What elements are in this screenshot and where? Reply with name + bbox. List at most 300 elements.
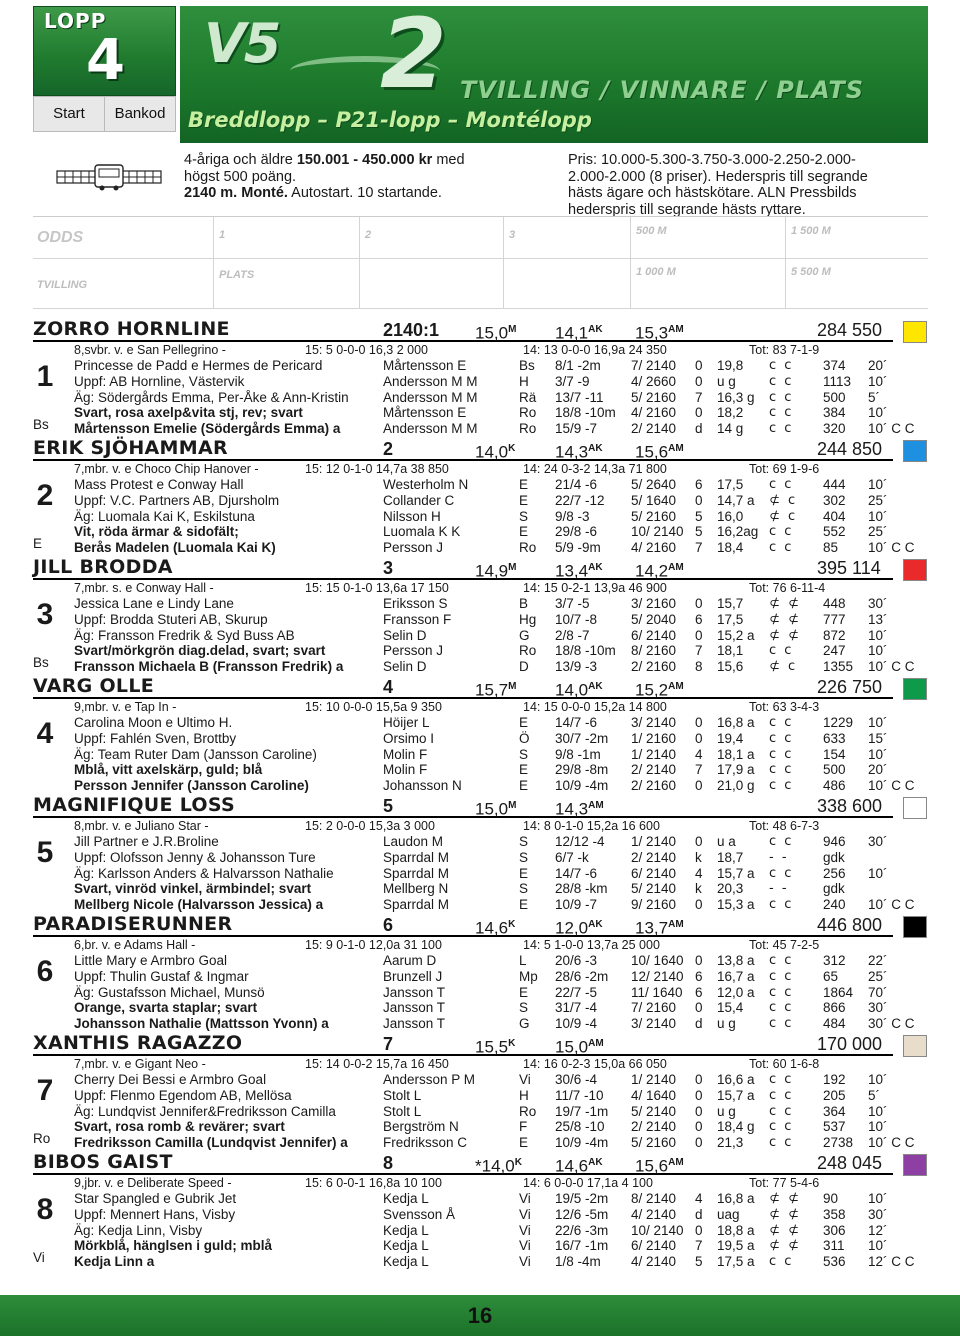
form-p: 29/8 -6 xyxy=(555,524,598,540)
record-suffix: AK xyxy=(588,1157,603,1168)
form-o: 205 xyxy=(823,1087,846,1103)
horse-name: ERIK SJÖHAMMAR xyxy=(33,437,228,459)
form-p: 19/7 -1m xyxy=(555,1103,609,1119)
form-s: d xyxy=(695,1016,703,1032)
form-d: Andersson M M xyxy=(383,421,478,437)
saddle-colour-square xyxy=(903,440,927,462)
form-s: 6 xyxy=(695,984,703,1000)
odds-grid xyxy=(33,216,928,308)
tab-start[interactable]: Start xyxy=(53,105,85,122)
form-c1: Uppf: Fahlén Sven, Brottby xyxy=(74,730,237,746)
shoe-code: Bs xyxy=(33,655,49,670)
stat-tot: Tot: 76 6-11-4 xyxy=(749,581,826,595)
form-x: 20´ xyxy=(868,762,888,778)
saddle-colour-square xyxy=(903,678,927,700)
form-k: 15,7 a xyxy=(717,865,755,881)
form-t: Vi xyxy=(519,1072,531,1087)
form-d: Sparrdal M xyxy=(383,849,450,865)
form-p: 3/7 -5 xyxy=(555,596,590,611)
form-r: 5/ 2140 xyxy=(631,881,677,897)
form-d: Stolt L xyxy=(383,1103,422,1119)
horse-name: JILL BRODDA xyxy=(33,556,173,578)
form-mk: c c xyxy=(769,897,794,913)
form-p: 25/8 -10 xyxy=(555,1119,605,1135)
form-s: 5 xyxy=(695,508,703,524)
form-k: 15,7 a xyxy=(717,1087,755,1103)
form-x: 10´ xyxy=(868,865,888,881)
form-k: 19,5 a xyxy=(717,1238,755,1254)
form-k: 16,7 a xyxy=(717,968,755,984)
record-1 xyxy=(475,677,516,701)
record-suffix: AM xyxy=(588,800,604,811)
form-k: 18,4 g xyxy=(717,1119,755,1135)
form-o: 946 xyxy=(823,834,846,849)
odds-1000m: 1 000 M xyxy=(636,266,676,278)
stat-y15: 15: 14 0-0-2 15,7a 16 450 xyxy=(305,1057,449,1071)
form-mk: c c xyxy=(769,730,794,746)
stat-tot: Tot: 45 7-2-5 xyxy=(749,938,820,952)
form-r: 3/ 2140 xyxy=(631,1016,677,1032)
form-x: 25´ xyxy=(868,524,888,540)
form-c1: Äg: Gustafsson Michael, Munsö xyxy=(74,984,265,1000)
form-d: Mellberg N xyxy=(383,881,449,897)
record-value: 14,0 xyxy=(475,442,509,462)
form-c1: Carolina Moon e Ultimo H. xyxy=(74,715,233,730)
stat-y14: 14: 24 0-3-2 14,3a 71 800 xyxy=(523,462,667,476)
record-value: 15,0 xyxy=(475,323,509,343)
tab-bankod[interactable]: Bankod xyxy=(104,97,175,131)
form-line xyxy=(33,477,928,493)
form-s: 7 xyxy=(695,762,703,778)
form-c1: Svart, rosa romb & revärer; svart xyxy=(74,1119,285,1135)
stat-y15: 15: 10 0-0-0 15,5a 9 350 xyxy=(305,700,442,714)
form-p: 13/7 -11 xyxy=(555,389,604,405)
record-value: 15,0 xyxy=(555,1037,589,1057)
form-p: 3/7 -9 xyxy=(555,373,590,389)
form-line xyxy=(33,358,928,374)
form-x: 10´ C C xyxy=(868,540,915,556)
form-s: 0 xyxy=(695,1222,703,1238)
form-t: E xyxy=(519,984,529,1000)
form-d: Fransson F xyxy=(383,611,452,627)
form-c1: Mårtensson Emelie (Södergårds Emma) a xyxy=(74,421,341,437)
form-t: Vi xyxy=(519,1238,531,1254)
form-r: 8/ 2140 xyxy=(631,1191,677,1206)
form-c1: Uppf: Flenmo Egendom AB, Mellösa xyxy=(74,1087,292,1103)
stat-y14: 14: 8 0-1-0 15,2a 16 600 xyxy=(523,819,660,833)
form-r: 2/ 2140 xyxy=(631,849,677,865)
form-r: 7/ 2140 xyxy=(631,358,677,373)
saddle-colour-square xyxy=(903,797,927,819)
form-s: 0 xyxy=(695,358,703,373)
game-code: V5 xyxy=(204,12,280,75)
horse-name: MAGNIFIQUE LOSS xyxy=(33,794,235,816)
form-k: 16,8 a xyxy=(717,1191,755,1206)
form-mk: - - xyxy=(769,849,789,865)
form-c1: Little Mary e Armbro Goal xyxy=(74,953,228,968)
form-d: Molin F xyxy=(383,762,428,778)
form-line xyxy=(33,421,928,437)
form-c1: Äg: Team Ruter Dam (Jansson Caroline) xyxy=(74,746,317,762)
form-t: G xyxy=(519,1016,530,1032)
start-position: 7 xyxy=(383,1034,394,1054)
form-t: S xyxy=(519,1000,529,1016)
form-line xyxy=(33,390,928,406)
shoe-code: Bs xyxy=(33,417,49,432)
form-mk: c c xyxy=(769,865,794,881)
form-p: 29/8 -8m xyxy=(555,762,609,778)
form-d: Mårtensson E xyxy=(383,358,467,373)
form-s: 0 xyxy=(695,405,703,421)
form-c1: Princesse de Padd e Hermes de Pericard xyxy=(74,358,323,373)
horse-name: BIBOS GAIST xyxy=(33,1151,173,1173)
form-o: 90 xyxy=(823,1191,839,1206)
form-line xyxy=(33,493,928,509)
stat-sub: 9,jbr. v. e Deliberate Speed - xyxy=(74,1176,232,1190)
form-mk: c c xyxy=(769,540,794,556)
form-mk: c c xyxy=(769,1000,794,1016)
form-p: 10/9 -4m xyxy=(555,778,609,794)
form-s: 4 xyxy=(695,746,703,762)
odds-col-3: 3 xyxy=(509,229,516,241)
form-p: 20/6 -3 xyxy=(555,953,598,968)
form-o: 302 xyxy=(823,492,846,508)
start-number: 4 xyxy=(36,717,54,750)
record-suffix: M xyxy=(508,681,517,692)
form-r: 5/ 2040 xyxy=(631,611,677,627)
form-o: 552 xyxy=(823,524,846,540)
form-p: 1/8 -4m xyxy=(555,1254,601,1270)
form-x: 30´ xyxy=(868,834,888,849)
form-t: E xyxy=(519,524,529,540)
form-o: 247 xyxy=(823,643,846,659)
start-position: 5 xyxy=(383,796,394,816)
record-value: 15,5 xyxy=(475,1037,509,1057)
horse-entry xyxy=(33,913,928,1032)
form-k: u a xyxy=(717,834,736,849)
form-d: Aarum D xyxy=(383,953,437,968)
record-suffix: AM xyxy=(668,681,684,692)
form-r: 4/ 2140 xyxy=(631,1254,677,1270)
form-k: 21,0 g xyxy=(717,778,755,794)
form-t: E xyxy=(519,1135,529,1151)
page-number: 16 xyxy=(467,1303,493,1328)
form-t: Ro xyxy=(519,1103,537,1119)
stat-tot: Tot: 60 1-6-8 xyxy=(749,1057,820,1071)
form-k: u g xyxy=(717,1103,736,1119)
form-mk: c c xyxy=(769,524,794,540)
form-d: Andersson M M xyxy=(383,389,478,405)
form-r: 12/ 2140 xyxy=(631,968,684,984)
form-k: 16,8 a xyxy=(717,715,755,730)
form-line xyxy=(33,715,928,731)
form-c1: Uppf: Olofsson Jenny & Johansson Ture xyxy=(74,849,316,865)
form-line xyxy=(33,1000,928,1016)
form-c1: Äg: Fransson Fredrik & Syd Buss AB xyxy=(74,627,295,643)
form-d: Jansson T xyxy=(383,1000,446,1016)
form-r: 9/ 2160 xyxy=(631,897,677,913)
form-x: 10´ xyxy=(868,508,888,524)
form-r: 4/ 2660 xyxy=(631,373,677,389)
form-r: 5/ 2160 xyxy=(631,1135,677,1151)
stat-tot: Tot: 63 3-4-3 xyxy=(749,700,820,714)
race-title: Breddlopp – P21-lopp – Montélopp xyxy=(188,108,592,132)
form-t: Vi xyxy=(519,1222,531,1238)
stat-tot: Tot: 69 1-9-6 xyxy=(749,462,820,476)
start-number: 8 xyxy=(36,1193,54,1226)
form-o: 777 xyxy=(823,611,846,627)
form-k: 14,7 a xyxy=(717,492,755,508)
form-t: B xyxy=(519,596,529,611)
form-mk: c c xyxy=(769,968,794,984)
form-mk: c c xyxy=(769,834,794,849)
form-s: 4 xyxy=(695,865,703,881)
form-k: 15,4 xyxy=(717,1000,744,1016)
game-banner xyxy=(180,6,928,143)
form-d: Selin D xyxy=(383,659,427,675)
prize-line: hästs ägare och hästskötare. ALN Pressbilds xyxy=(568,185,857,201)
form-s: 0 xyxy=(695,627,703,643)
record-value: 15,0 xyxy=(475,799,509,819)
form-line xyxy=(33,881,928,897)
start-number: 1 xyxy=(36,360,54,393)
form-d: Nilsson H xyxy=(383,508,441,524)
form-t: E xyxy=(519,492,529,508)
form-t: S xyxy=(519,849,529,865)
form-d: Laudon M xyxy=(383,834,444,849)
record-suffix: K xyxy=(508,919,516,930)
prize-line: Pris: 10.000-5.300-3.750-3.000-2.250-2.000- xyxy=(568,152,856,168)
form-p: 10/7 -8 xyxy=(555,611,598,627)
form-o: 448 xyxy=(823,596,846,611)
form-p: 21/4 -6 xyxy=(555,477,598,492)
form-line xyxy=(33,1016,928,1032)
form-s: 0 xyxy=(695,1135,703,1151)
form-p: 22/6 -3m xyxy=(555,1222,609,1238)
form-c1: Uppf: Brodda Stuteri AB, Skurup xyxy=(74,611,268,627)
form-c1: Kedja Linn a xyxy=(74,1254,155,1270)
form-d: Jansson T xyxy=(383,1016,446,1032)
horse-entry xyxy=(33,437,928,556)
stat-sub: 7,mbr. v. e Choco Chip Hanover - xyxy=(74,462,259,476)
prize-money: 226 750 xyxy=(817,677,883,697)
form-line xyxy=(33,953,928,969)
form-x: 30´ C C xyxy=(868,1016,915,1032)
form-mk: c c xyxy=(769,389,794,405)
form-o: 2738 xyxy=(823,1135,854,1151)
form-mk: ⊄ ⊄ xyxy=(769,596,801,611)
form-k: u g xyxy=(717,1016,736,1032)
form-r: 7/ 2160 xyxy=(631,1000,677,1016)
form-x: 25´ xyxy=(868,968,888,984)
form-r: 1/ 2140 xyxy=(631,834,677,849)
record-1 xyxy=(475,1034,515,1058)
record-suffix: M xyxy=(508,800,517,811)
form-mk: c c xyxy=(769,373,794,389)
form-mk: ⊄ ⊄ xyxy=(769,1238,801,1254)
start-number: 7 xyxy=(36,1074,54,1107)
start-number: 6 xyxy=(36,955,54,988)
stat-y14: 14: 15 0-2-1 13,9a 46 900 xyxy=(523,581,667,595)
form-c1: Uppf: AB Hornline, Västervik xyxy=(74,373,245,389)
form-x: 30´ xyxy=(868,596,888,611)
horse-entry xyxy=(33,1032,928,1151)
form-x: 13´ xyxy=(868,611,888,627)
form-r: 3/ 2140 xyxy=(631,715,677,730)
horse-name: PARADISERUNNER xyxy=(33,913,233,935)
form-r: 4/ 1640 xyxy=(631,1087,677,1103)
form-k: 18,8 a xyxy=(717,1222,755,1238)
stat-sub: 8,mbr. v. e Juliano Star - xyxy=(74,819,209,833)
record-3 xyxy=(635,439,684,463)
form-k: 18,7 xyxy=(717,849,744,865)
form-p: 31/7 -4 xyxy=(555,1000,598,1016)
form-d: Bergström N xyxy=(383,1119,459,1135)
form-s: 0 xyxy=(695,373,703,389)
cond-with: med xyxy=(432,152,465,168)
form-d: Kedja L xyxy=(383,1222,429,1238)
form-s: 6 xyxy=(695,477,703,492)
stat-tot: Tot: 77 5-4-6 xyxy=(749,1176,820,1190)
form-o: 866 xyxy=(823,1000,846,1016)
form-o: 240 xyxy=(823,897,846,913)
form-s: 7 xyxy=(695,1238,703,1254)
tvilling-label: TVILLING xyxy=(37,279,88,291)
form-o: 311 xyxy=(823,1238,845,1254)
form-r: 2/ 2160 xyxy=(631,659,677,675)
form-line xyxy=(33,866,928,882)
form-s: 0 xyxy=(695,1103,703,1119)
form-t: E xyxy=(519,715,529,730)
form-o: 444 xyxy=(823,477,846,492)
form-s: 0 xyxy=(695,1000,703,1016)
form-line xyxy=(33,1104,928,1120)
form-s: 0 xyxy=(695,596,703,611)
form-t: E xyxy=(519,778,529,794)
form-o: 486 xyxy=(823,778,846,794)
form-s: 4 xyxy=(695,1191,703,1206)
form-k: 18,2 xyxy=(717,405,744,421)
form-line xyxy=(33,1223,928,1239)
record-2 xyxy=(555,915,603,939)
form-line xyxy=(33,762,928,778)
record-suffix: K xyxy=(514,1157,522,1168)
odds-5500m: 5 500 M xyxy=(791,266,831,278)
form-o: 500 xyxy=(823,762,846,778)
record-value: 12,0 xyxy=(555,918,589,938)
form-d: Molin F xyxy=(383,746,428,762)
form-k: 17,9 a xyxy=(717,762,755,778)
form-p: 30/7 -2m xyxy=(555,730,609,746)
form-t: E xyxy=(519,865,529,881)
form-s: 0 xyxy=(695,1119,703,1135)
form-x: 10´ C C xyxy=(868,1135,915,1151)
form-k: 16,6 a xyxy=(717,1072,755,1087)
shoe-code: Ro xyxy=(33,1131,51,1146)
form-d: Persson J xyxy=(383,643,444,659)
form-o: 192 xyxy=(823,1072,846,1087)
record-2 xyxy=(555,1153,603,1177)
saddle-colour-square xyxy=(903,321,927,343)
record-suffix: AM xyxy=(668,443,684,454)
cond-start: Autostart. 10 startande. xyxy=(287,185,442,201)
form-d: Persson J xyxy=(383,540,444,556)
form-s: 0 xyxy=(695,953,703,968)
stat-y15: 15: 9 0-1-0 12,0a 31 100 xyxy=(305,938,442,952)
form-mk: c c xyxy=(769,1016,794,1032)
record-value: 14,3 xyxy=(555,442,589,462)
start-number: 2 xyxy=(36,479,54,512)
form-c1: Jill Partner e J.R.Broline xyxy=(74,834,219,849)
form-line xyxy=(33,1088,928,1104)
form-r: 5/ 2160 xyxy=(631,508,677,524)
form-line xyxy=(33,509,928,525)
record-suffix: AK xyxy=(588,681,603,692)
form-r: 11/ 1640 xyxy=(631,984,683,1000)
form-p: 8/1 -2m xyxy=(555,358,601,373)
form-p: 12/6 -5m xyxy=(555,1206,609,1222)
form-o: gdk xyxy=(823,849,845,865)
horse-name: XANTHIS RAGAZZO xyxy=(33,1032,243,1054)
record-value: 14,6 xyxy=(555,1156,589,1176)
form-d: Kedja L xyxy=(383,1191,429,1206)
form-s: 0 xyxy=(695,492,703,508)
form-d: Sparrdal M xyxy=(383,865,450,881)
form-line xyxy=(33,969,928,985)
form-d: Westerholm N xyxy=(383,477,469,492)
form-k: 15,6 xyxy=(717,659,744,675)
form-t: S xyxy=(519,834,529,849)
form-k: 19,8 xyxy=(717,358,744,373)
lopp-badge xyxy=(33,6,176,96)
form-s: d xyxy=(695,1206,703,1222)
prize-money: 284 550 xyxy=(817,320,883,340)
form-r: 4/ 2140 xyxy=(631,1206,677,1222)
saddle-colour-square xyxy=(903,559,927,581)
form-r: 1/ 2160 xyxy=(631,730,677,746)
stat-sub: 6,br. v. e Adams Hall - xyxy=(74,938,196,952)
form-x: 5´ xyxy=(868,389,881,405)
form-p: 22/7 -5 xyxy=(555,984,598,1000)
saddle-colour-square xyxy=(903,916,927,938)
form-o: 256 xyxy=(823,865,846,881)
stats-row xyxy=(33,818,928,834)
form-r: 2/ 2140 xyxy=(631,1119,677,1135)
form-s: 0 xyxy=(695,897,703,913)
form-p: 15/9 -7 xyxy=(555,421,598,437)
form-o: 384 xyxy=(823,405,846,421)
prize-money: 170 000 xyxy=(817,1034,883,1054)
shoe-code: E xyxy=(33,536,43,551)
form-k: uag xyxy=(717,1206,740,1222)
record-value: 14,0 xyxy=(555,680,589,700)
form-p: 9/8 -1m xyxy=(555,746,601,762)
form-p: 19/5 -2m xyxy=(555,1191,609,1206)
form-d: Luomala K K xyxy=(383,524,461,540)
form-r: 2/ 2140 xyxy=(631,421,677,437)
record-2 xyxy=(555,320,603,344)
form-c1: Jessica Lane e Lindy Lane xyxy=(74,596,234,611)
form-mk: c c xyxy=(769,477,794,492)
form-t: Mp xyxy=(519,968,538,984)
form-mk: c c xyxy=(769,762,794,778)
horse-entry xyxy=(33,556,928,675)
form-line xyxy=(33,731,928,747)
odds-col-1: 1 xyxy=(219,229,226,241)
form-s: 5 xyxy=(695,524,703,540)
form-d: Sparrdal M xyxy=(383,897,450,913)
form-line xyxy=(33,374,928,390)
